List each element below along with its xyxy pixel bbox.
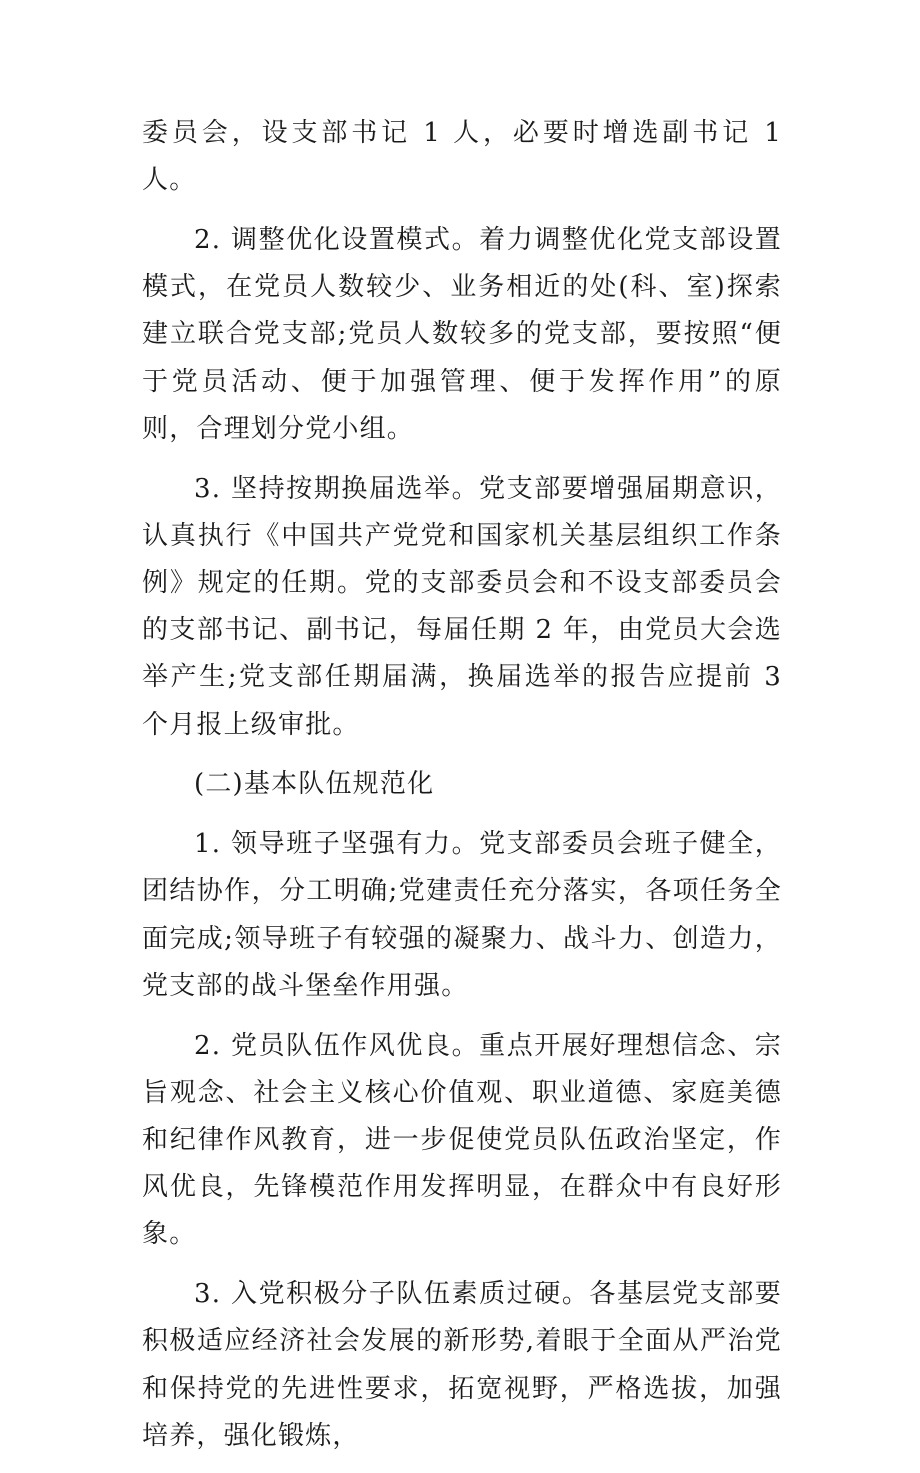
section-heading: (二)基本队伍规范化 <box>194 769 435 800</box>
paragraph-member-conduct: 2. 党员队伍作风优良。重点开展好理想信念、宗旨观念、社会主义核心价值观、职业道德、家庭美德和纪律作风教育，进一步促使党员队伍政治坚定，作风优良，先锋模范作用发挥明显，在群众中有良好形象。 <box>142 1030 782 1250</box>
paragraph-leadership-team: 1. 领导班子坚强有力。党支部委员会班子健全，团结协作，分工明确;党建责任充分落实，各项任务全面完成;领导班子有较强的凝聚力、战斗力、创造力，党支部的战斗堡垒作用强。 <box>142 829 782 1001</box>
paragraph-continuation: 委员会，设支部书记 1 人，必要时增选副书记 1 人。 <box>142 118 782 196</box>
paragraph-adjust-setup-mode: 2. 调整优化设置模式。着力调整优化党支部设置模式，在党员人数较少、业务相近的处(科、室)探索建立联合党支部;党员人数较多的党支部，要按照“便于党员活动、便于加强管理、便于发挥作用”的原则，合理划分党小组。 <box>142 225 782 444</box>
document-body <box>142 110 782 1473</box>
paragraph-activist-quality: 3. 入党积极分子队伍素质过硬。各基层党支部要积极适应经济社会发展的新形势,着眼于全面从严治党和保持党的先进性要求，拓宽视野，严格选拔，加强培养，强化锻炼， <box>142 1279 782 1451</box>
paragraph-term-election: 3. 坚持按期换届选举。党支部要增强届期意识，认真执行《中国共产党党和国家机关基层组织工作条例》规定的任期。党的支部委员会和不设支部委员会的支部书记、副书记，每届任期 2 年，由党员大会选举产生;党支部任期届满，换届选举的报告应提前 3 个月报上级审批。 <box>142 473 782 740</box>
